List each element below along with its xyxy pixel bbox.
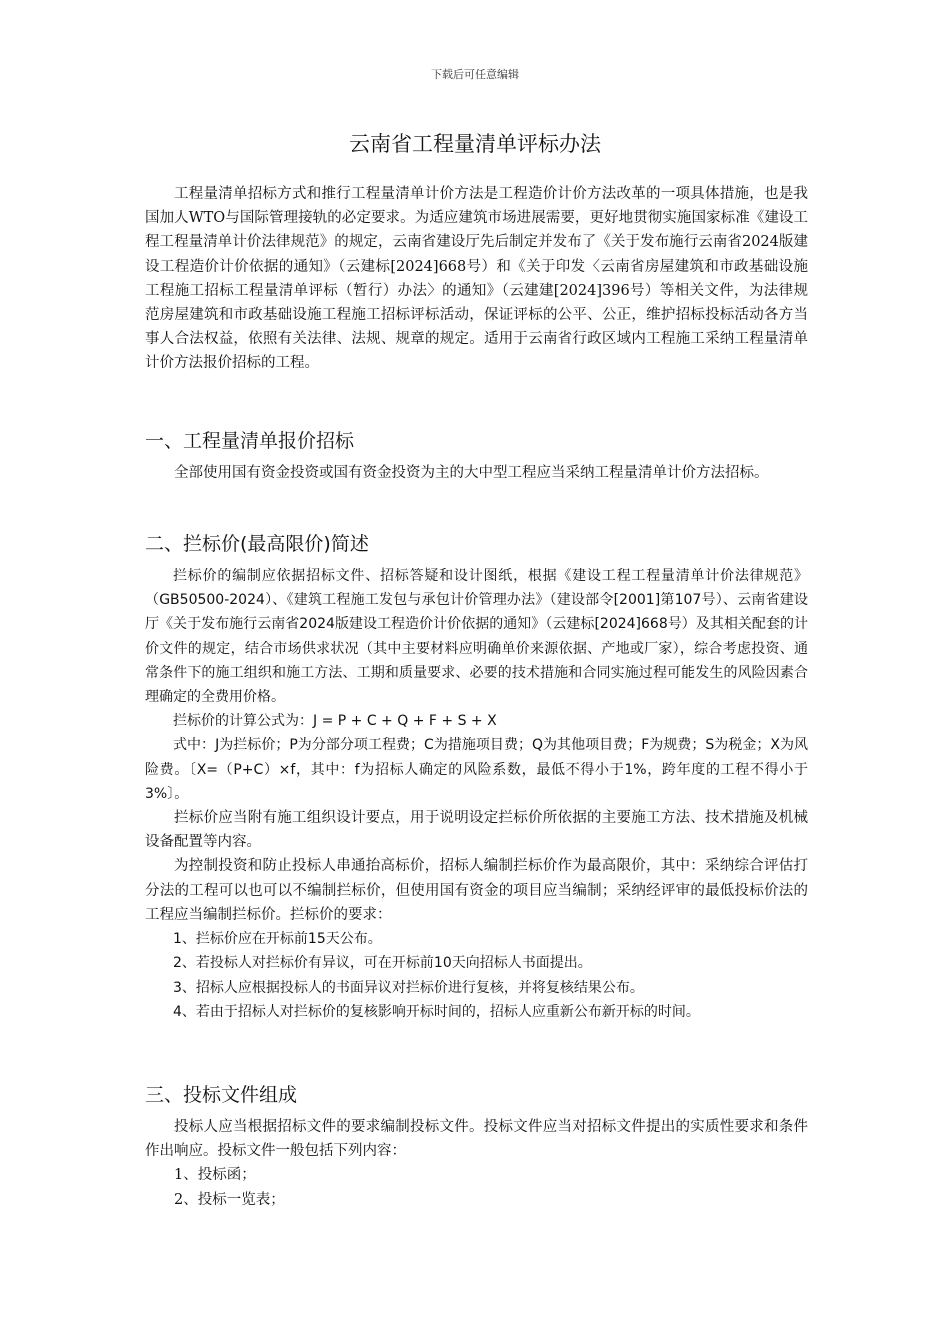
section-3 [145,1081,808,1212]
list-item: 1、投标函； [174,1167,256,1184]
header-note: 下载后可任意编辑 [431,68,519,81]
list-item: 2、投标一览表； [174,1191,285,1208]
section-2-paragraph-1: 拦标价的编制应依据招标文件、招标答疑和设计图纸，根据《建设工程工程量清单计价法律规范》（GB50500-2024）、《建筑工程施工发包与承包计价管理办法》（建设部令[2001]第107号）、云南省建设厅《关于发布施行云南省2024版建设工程造价计价依据的通知》（云建标[2024]668号）及其相关配套的计价文件的规定，结合市场供求状况（其中主要材料应明确单价来源依据、产地或厂家），综合考虑投资、通常条件下的施工组织和施工方法、工期和质量要求、必要的技术措施和合同实施过程可能发生的风险因素合理确定的全费用价格。 [145,568,808,706]
intro-paragraph: 工程量清单招标方式和推行工程量清单计价方法是工程造价计价方法改革的一项具体措施，也是我国加人WTO与国际管理接轨的必定要求。为适应建筑市场进展需要，更好地贯彻实施国家标准《建设工程工程量清单计价法律规范》的规定，云南省建设厅先后制定并发布了《关于发布施行云南省2024版建设工程造价计价依据的通知》（云建标[2024]668号）和《关于印发〈云南省房屋建筑和市政基础设施工程施工招标工程量清单评标（暂行）办法〉的通知》（云建建[2024]396号）等相关文件，为法律规范房屋建筑和市政基础设施工程施工招标评标活动，保证评标的公平、公正，维护招标投标活动各方当事人合法权益，依照有关法律、法规、规章的规定。适用于云南省行政区域内工程施工采纳工程量清单计价方法报价招标的工程。 [145,186,808,372]
section-2-paragraph-3: 式中：J为拦标价；P为分部分项工程费；C为措施项目费；Q为其他项目费；F为规费；S为税金；X为风险费。〔X=（P+C）×f，其中：f为招标人确定的风险系数，最低不得小于1%，跨年度的工程不得小于3%〕。 [145,737,808,802]
list-item: 2、若投标人对拦标价有异议，可在开标前10天向招标人书面提出。 [173,955,592,972]
list-item: 4、若由于招标人对拦标价的复核影响开标时间的，招标人应重新公布新开标的时间。 [173,1004,700,1021]
section-2-paragraph-4: 拦标价应当附有施工组织设计要点，用于说明设定拦标价所依据的主要施工方法、技术措施及机械设备配置等内容。 [145,810,808,851]
section-2-formula: 拦标价的计算公式为：J = P + C + Q + F + S + X [173,713,497,730]
list-item: 1、拦标价应在开标前15天公布。 [173,931,382,948]
list-item: 3、招标人应根据投标人的书面异议对拦标价进行复核，并将复核结果公布。 [173,979,644,996]
section-3-paragraph-1: 投标人应当根据招标文件的要求编制投标文件。投标文件应当对招标文件提出的实质性要求和条件作出响应。投标文件一般包括下列内容： [145,1119,808,1160]
section-3-heading: 三、投标文件组成 [145,1084,298,1106]
section-1-text: 全部使用国有资金投资或国有资金投资为主的大中型工程应当采纳工程量清单计价方法招标。 [174,465,769,481]
section-2-paragraph-5: 为控制投资和防止投标人串通抬高标价，招标人编制拦标价作为最高限价，其中：采纳综合评估打分法的工程可以也可以不编制拦标价，但使用国有资金的项目应当编制；采纳经评审的最低投标价法的工程应当编制拦标价。拦标价的要求： [145,858,808,923]
page-title: 云南省工程量清单评标办法 [349,132,601,156]
section-1 [145,427,808,485]
section-2-heading: 二、拦标价(最高限价)简述 [145,533,369,555]
intro-block [145,182,808,376]
section-2 [145,530,808,1025]
section-1-heading: 一、工程量清单报价招标 [145,430,355,452]
